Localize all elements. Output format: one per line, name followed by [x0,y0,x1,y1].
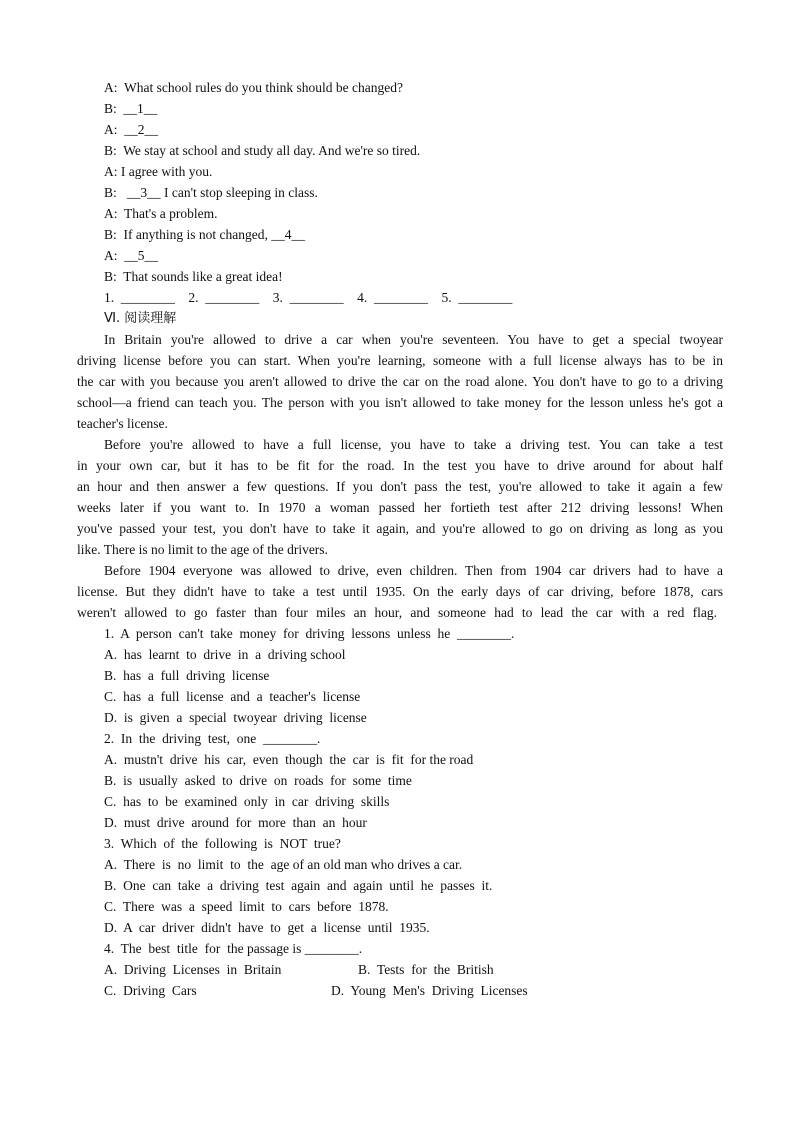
passage-p2-line-5: you've passed your test, you don't have to take it again, and you're allowed to go on driving as long as you [77,521,723,536]
question-2: 2. In the driving test, one ________. [104,731,321,746]
question-2-option-b: B. is usually asked to drive on roads for some time [104,773,412,788]
dialogue-line-9: A: __5__ [104,248,158,263]
question-2-option-c: C. has to be examined only in car driving skills [104,794,390,809]
question-1-option-a: A. has learnt to drive in a driving school [104,647,346,662]
dialogue-line-2: B: __1__ [104,101,158,116]
dialogue-line-4: B: We stay at school and study all day. And we're so tired. [104,143,421,158]
section-heading: Ⅵ. 阅读理解 [104,311,177,326]
dialogue-line-1: A: What school rules do you think should be changed? [104,80,403,95]
passage-p1-line-3: the car with you because you aren't allowed to drive the car on the road alone. You don't have to go to a driving [77,374,723,389]
passage-p2-line-4: weeks later if you want to. In 1970 a woman passed her fortieth test after 212 driving lessons! When [77,500,723,515]
question-3-option-d: D. A car driver didn't have to get a license until 1935. [104,920,430,935]
passage-p1-line-4: school—a friend can teach you. The person with you isn't allowed to take money for the lesson unless he's got a [77,395,723,410]
question-4-option-c: C. Driving Cars [104,983,197,998]
question-4-option-a: A. Driving Licenses in Britain [104,962,282,977]
passage-p2-line-6: like. There is no limit to the age of the drivers. [77,542,328,557]
passage-p2-line-3: an hour and then answer a few questions. If you don't pass the test, you're allowed to take it again a few [77,479,723,494]
question-4-option-d: D. Young Men's Driving Licenses [331,983,528,998]
question-3-option-a: A. There is no limit to the age of an old man who drives a car. [104,857,463,872]
passage-p2-line-1: Before you're allowed to have a full license, you have to take a driving test. You can take a test [104,437,723,452]
dialogue-line-7: A: That's a problem. [104,206,218,221]
question-2-option-a: A. mustn't drive his car, even though the car is fit for the road [104,752,474,767]
dialogue-line-10: B: That sounds like a great idea! [104,269,283,284]
question-1-option-c: C. has a full license and a teacher's license [104,689,361,704]
passage-p3-line-2: license. But they didn't have to take a test until 1935. On the early days of car driving, before 1878, cars [77,584,723,599]
passage-p1-line-5: teacher's license. [77,416,168,431]
dialogue-line-3: A: __2__ [104,122,158,137]
question-3: 3. Which of the following is NOT true? [104,836,341,851]
question-1-option-d: D. is given a special twoyear driving license [104,710,367,725]
dialogue-line-5: A: I agree with you. [104,164,213,179]
question-4-option-b: B. Tests for the British [358,962,494,977]
passage-p1-line-2: driving license before you can start. When you're learning, someone with a full license always has to be in [77,353,723,368]
passage-p2-line-2: in your own car, but it has to be fit for the road. In the test you have to drive around for about half [77,458,723,473]
dialogue-line-8: B: If anything is not changed, __4__ [104,227,305,242]
question-2-option-d: D. must drive around for more than an hour [104,815,367,830]
passage-p1-line-1: In Britain you're allowed to drive a car when you're seventeen. You have to get a special twoyear [104,332,723,347]
dialogue-line-6: B: __3__ I can't stop sleeping in class. [104,185,318,200]
passage-p3-line-1: Before 1904 everyone was allowed to drive, even children. Then from 1904 car drivers had to have a [104,563,723,578]
question-4: 4. The best title for the passage is ________. [104,941,363,956]
question-1: 1. A person can't take money for driving lessons unless he ________. [104,626,515,641]
question-1-option-b: B. has a full driving license [104,668,270,683]
question-3-option-b: B. One can take a driving test again and again until he passes it. [104,878,493,893]
question-3-option-c: C. There was a speed limit to cars before 1878. [104,899,389,914]
answer-blanks: 1. ________ 2. ________ 3. ________ 4. ________ 5. ________ [104,290,513,305]
passage-p3-line-3: weren't allowed to go faster than four miles an hour, and someone had to lead the car with a red flag. [77,605,717,620]
